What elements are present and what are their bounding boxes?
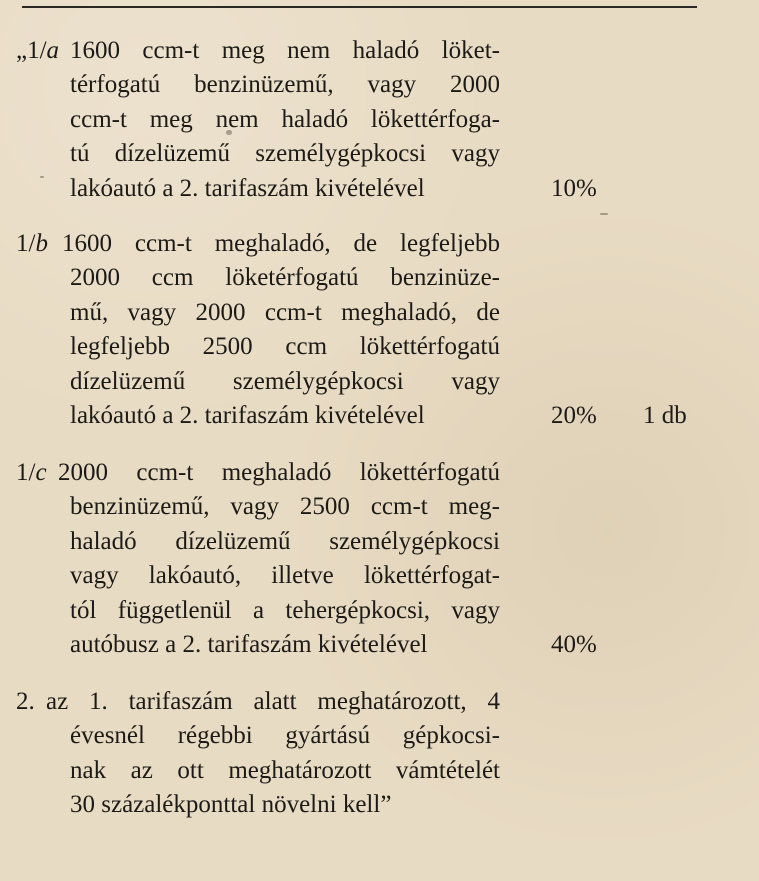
entry-line: benzinüzemű, vagy 2500 ccm-t meg- [70, 493, 500, 521]
entry-text [70, 719, 500, 822]
entry-line: dízelüzemű személygépkocsi vagy [70, 367, 500, 395]
entry-text [70, 68, 500, 206]
entry-first-line: az 1. tarifaszám alatt meghatározott, 4 [46, 688, 500, 715]
entry-first-line: 2000 ccm-t meghaladó lökettérfogatú [58, 459, 500, 486]
tariff-rate: 20% [551, 402, 597, 429]
tariff-quantity: 1 db [643, 402, 687, 429]
entry-line: 30 százalékponttal növelni kell” [70, 791, 392, 819]
tariff-rate: 10% [551, 174, 597, 202]
entry-code [16, 685, 35, 719]
entry-line: tól függetlenül a tehergépkocsi, vagy [70, 596, 500, 624]
entry-line: ccm-t meg nem haladó lökettérfoga- [70, 105, 500, 133]
tariff-entry-1b [0, 227, 759, 430]
entry-code-letter: c [35, 459, 47, 486]
entry-line: haladó dízelüzemű személygépkocsi [70, 527, 500, 555]
tariff-entry-1c [0, 456, 759, 659]
entry-code-prefix: „1/ [16, 37, 47, 64]
entry-first-line: 1600 ccm-t meghaladó, de legfeljebb [62, 230, 500, 257]
tariff-entry-2 [0, 685, 759, 830]
top-rule [22, 6, 697, 8]
entry-text [70, 490, 500, 662]
print-speck [40, 176, 44, 178]
entry-code [16, 456, 47, 490]
entry-line: vagy lakóautó, illetve lökettérfogat- [70, 562, 500, 590]
entry-line: térfogatú benzinüzemű, vagy 2000 [70, 71, 500, 99]
tariff-rate: 40% [551, 631, 597, 658]
entry-code [16, 227, 48, 261]
print-speck [226, 130, 232, 135]
entry-line: lakóautó a 2. tarifaszám kivételével [70, 174, 425, 202]
entry-line: mű, vagy 2000 ccm-t meghaladó, de [70, 298, 500, 326]
entry-code-prefix: 2. [16, 688, 35, 715]
entry-line: évesnél régebbi gyártású gépkocsi- [70, 722, 500, 750]
entry-line: autóbusz a 2. tarifaszám kivételével [70, 631, 428, 659]
entry-first-line: 1600 ccm-t meg nem haladó löket- [70, 37, 500, 64]
tariff-entry-1a [0, 34, 759, 209]
entry-code-letter: a [46, 37, 60, 64]
entry-code-prefix: 1/ [16, 230, 36, 257]
entry-line: 2000 ccm löketérfogatú benzinüze- [70, 264, 500, 292]
entry-code-prefix: 1/ [16, 459, 36, 486]
entry-text [70, 261, 500, 433]
entry-line: tú dízelüzemű személygépkocsi vagy [70, 140, 500, 168]
entry-code [16, 34, 59, 68]
entry-code-letter: b [35, 230, 48, 257]
entry-line: lakóautó a 2. tarifaszám kivételével [70, 402, 425, 430]
entry-line: nak az ott meghatározott vámtételét [70, 756, 500, 784]
print-speck [600, 213, 608, 215]
entry-line: legfeljebb 2500 ccm lökettérfogatú [70, 333, 500, 361]
